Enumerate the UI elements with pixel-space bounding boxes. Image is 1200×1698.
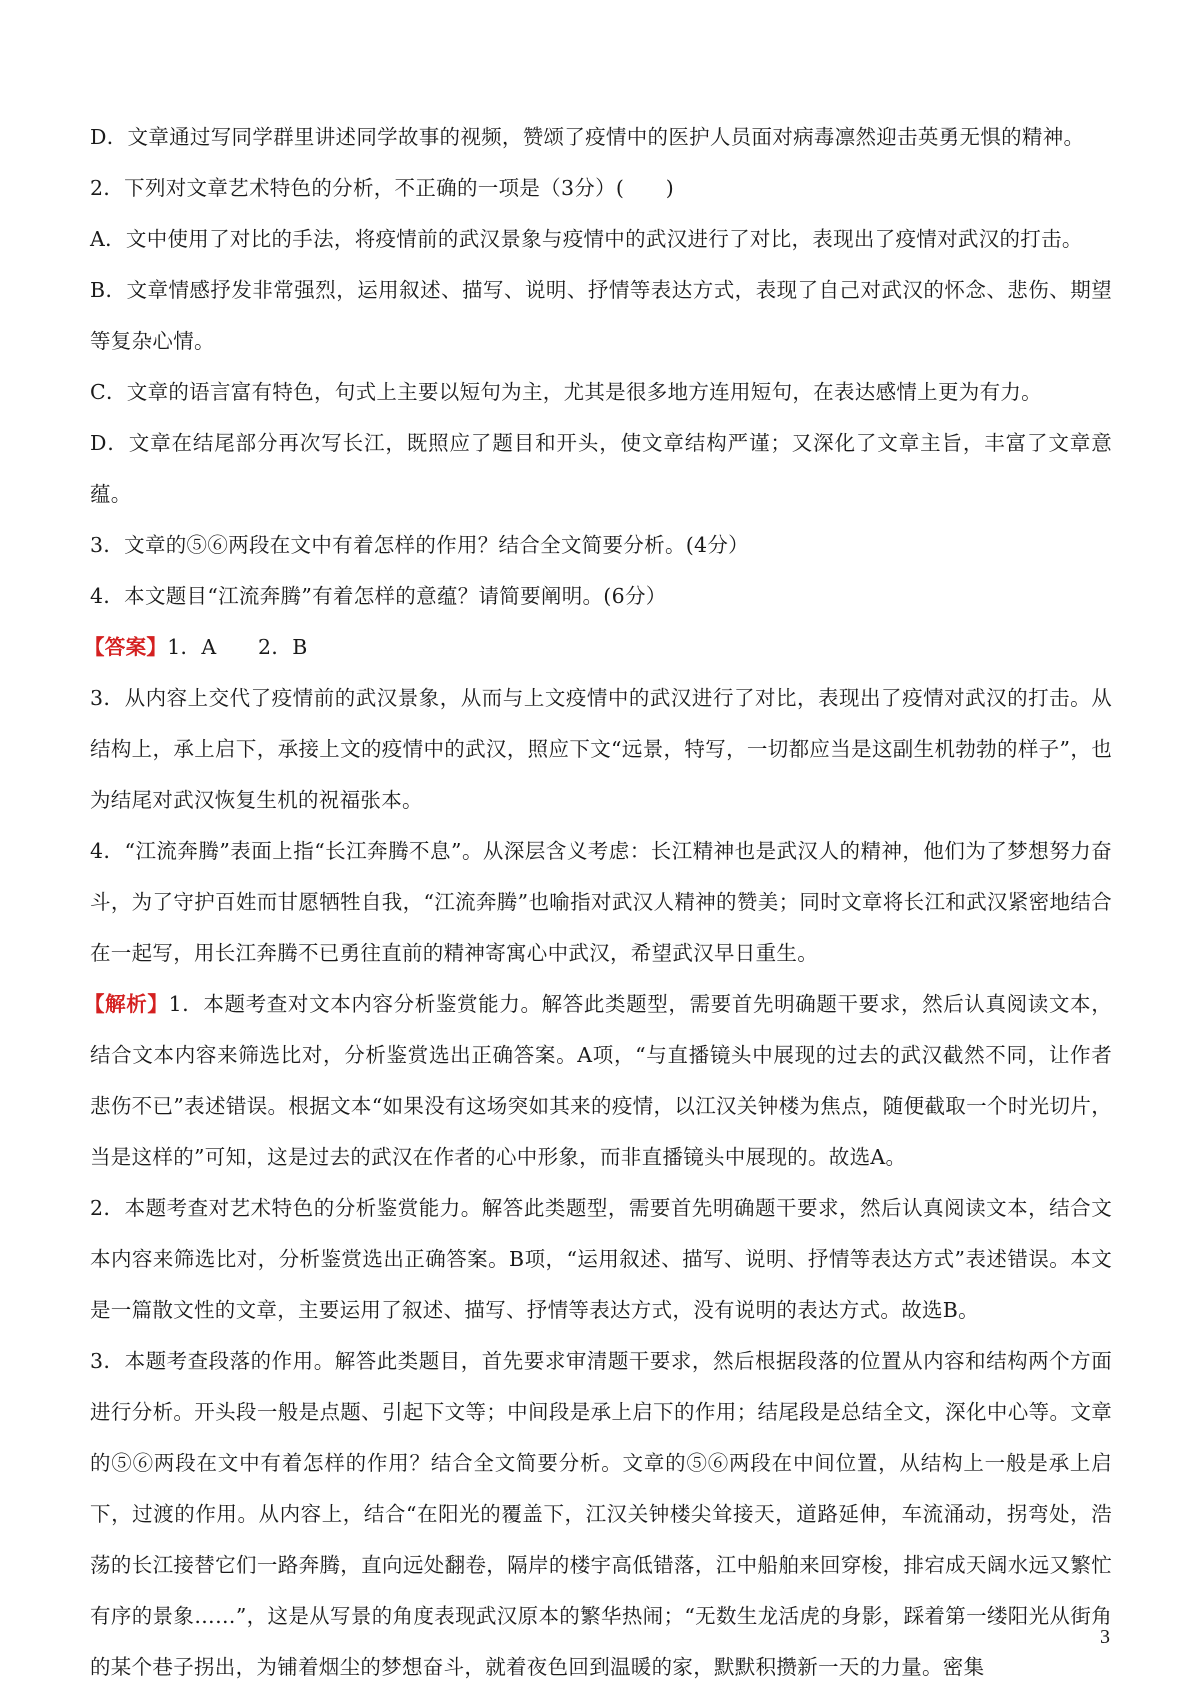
- q2-option-c: C．文章的语言富有特色，句式上主要以短句为主，尤其是很多地方连用短句，在表达感情上更为有力。: [90, 380, 1042, 404]
- answer-3: 3．从内容上交代了疫情前的武汉景象，从而与上文疫情中的武汉进行了对比，表现出了疫情对武汉的打击。从结构上，承上启下，承接上文的疫情中的武汉，照应下文“远景，特写，一切都应当是这副生机勃勃的样子”，也为结尾对武汉恢复生机的祝福张本。: [90, 686, 1112, 812]
- q2-stem: 2．下列对文章艺术特色的分析，不正确的一项是（3分）( ): [90, 176, 675, 200]
- analysis-tag: 【解析】: [84, 992, 169, 1016]
- q3-stem: 3．文章的⑤⑥两段在文中有着怎样的作用？结合全文简要分析。(4分）: [90, 533, 749, 557]
- analysis-2: 2．本题考查对艺术特色的分析鉴赏能力。解答此类题型，需要首先明确题干要求，然后认真阅读文本，结合文本内容来筛选比对，分析鉴赏选出正确答案。B项，“运用叙述、描写、说明、抒情等表达方式”表述错误。本文是一篇散文性的文章，主要运用了叙述、描写、抒情等表达方式，没有说明的表达方式。故选B。: [90, 1196, 1112, 1322]
- answer-short: 1．A 2．B: [167, 635, 308, 659]
- answer-line: [84, 622, 1112, 673]
- q4-stem: 4．本文题目“江流奔腾”有着怎样的意蕴？请简要阐明。(6分）: [90, 584, 667, 608]
- analysis-1: [84, 979, 1112, 1183]
- q1-option-d: D．文章通过写同学群里讲述同学故事的视频，赞颂了疫情中的医护人员面对病毒凛然迎击英勇无惧的精神。: [90, 125, 1085, 149]
- q2-option-b: B．文章情感抒发非常强烈，运用叙述、描写、说明、抒情等表达方式，表现了自己对武汉的怀念、悲伤、期望等复杂心情。: [90, 278, 1112, 353]
- analysis-3: 3．本题考查段落的作用。解答此类题目，首先要求审清题干要求，然后根据段落的位置从内容和结构两个方面进行分析。开头段一般是点题、引起下文等；中间段是承上启下的作用；结尾段是总结全文，深化中心等。文章的⑤⑥两段在文中有着怎样的作用？结合全文简要分析。文章的⑤⑥两段在中间位置，从结构上一般是承上启下，过渡的作用。从内容上，结合“在阳光的覆盖下，江汉关钟楼尖耸接天，道路延伸，车流涌动，拐弯处，浩荡的长江接替它们一路奔腾，直向远处翻卷，隔岸的楼宇高低错落，江中船舶来回穿梭，排宕成天阔水远又繁忙有序的景象……”，这是从写景的角度表现武汉原本的繁华热闹；“无数生龙活虎的身影，踩着第一缕阳光从街角的某个巷子拐出，为铺着烟尘的梦想奋斗，就着夜色回到温暖的家，默默积攒新一天的力量。密集: [90, 1349, 1112, 1679]
- answer-tag: 【答案】: [84, 635, 168, 659]
- answer-4: 4．“江流奔腾”表面上指“长江奔腾不息”。从深层含义考虑：长江精神也是武汉人的精神，他们为了梦想努力奋斗，为了守护百姓而甘愿牺牲自我，“江流奔腾”也喻指对武汉人精神的赞美；同时文章将长江和武汉紧密地结合在一起写，用长江奔腾不已勇往直前的精神寄寓心中武汉，希望武汉早日重生。: [90, 839, 1112, 965]
- document-body: [84, 112, 1112, 1693]
- q2-option-d: D．文章在结尾部分再次写长江，既照应了题目和开头，使文章结构严谨；又深化了文章主旨，丰富了文章意蕴。: [90, 431, 1112, 506]
- page-number: 3: [1100, 1626, 1110, 1648]
- q2-option-a: A．文中使用了对比的手法，将疫情前的武汉景象与疫情中的武汉进行了对比，表现出了疫情对武汉的打击。: [90, 227, 1083, 251]
- analysis-1-text: 1．本题考查对文本内容分析鉴赏能力。解答此类题型，需要首先明确题干要求，然后认真阅读文本，结合文本内容来筛选比对，分析鉴赏选出正确答案。A项，“与直播镜头中展现的过去的武汉截然不同，让作者悲伤不已”表述错误。根据文本“如果没有这场突如其来的疫情，以江汉关钟楼为焦点，随便截取一个时光切片，当是这样的”可知，这是过去的武汉在作者的心中形象，而非直播镜头中展现的。故选A。: [90, 992, 1112, 1169]
